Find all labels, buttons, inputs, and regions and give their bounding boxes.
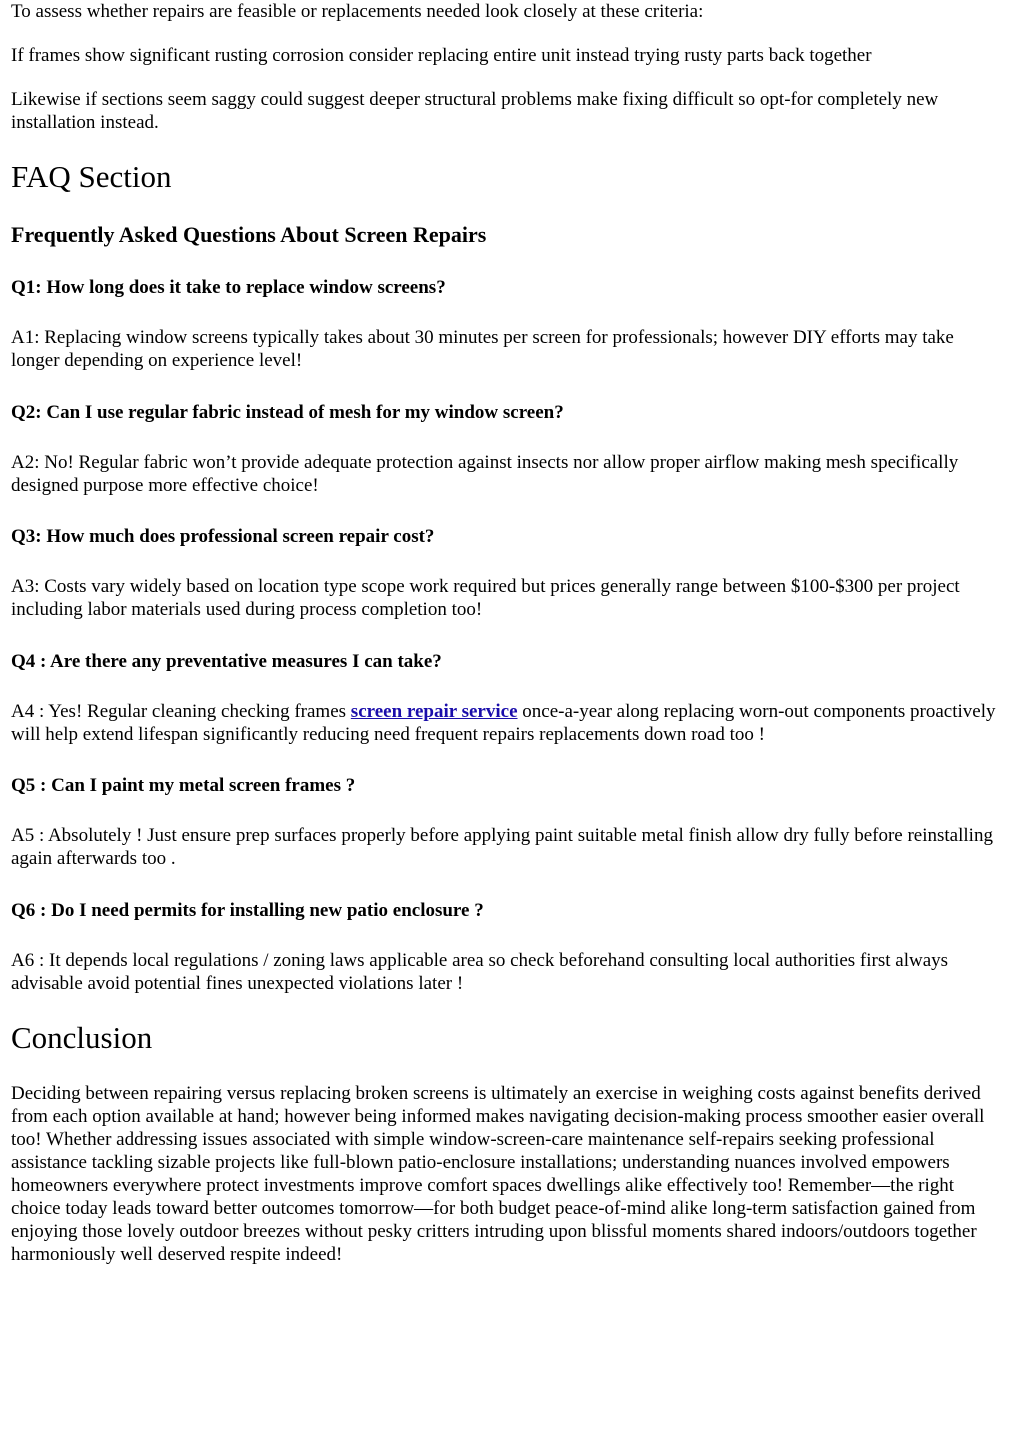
faq-answer-3: A3: Costs vary widely based on location type scope work required but prices generally range between $100-$300 per project including labor materials used during process completion too! [11,576,960,620]
faq-question-5: Q5 : Can I paint my metal screen frames ? [11,775,356,796]
faq-answer-4-text-start: A4 : Yes! Regular cleaning checking frames [11,701,351,722]
faq-answer-4-text-end: once-a-year along replacing worn-out components proactively will help extend lifespan significantly reducing need frequent repairs replacements down road too ! [11,701,996,745]
conclusion-heading: Conclusion [11,1020,153,1055]
faq-heading: FAQ Section [11,159,172,194]
faq-answer-1: A1: Replacing window screens typically takes about 30 minutes per screen for professionals; however DIY efforts may take longer depending on experience level! [11,327,954,371]
faq-question-3: Q3: How much does professional screen repair cost? [11,526,435,547]
faq-question-1: Q1: How long does it take to replace window screens? [11,277,446,298]
faq-answer-6: A6 : It depends local regulations / zoning laws applicable area so check beforehand consulting local authorities first always advisable avoid potential fines unexpected violations later ! [11,950,949,994]
faq-subheading: Frequently Asked Questions About Screen Repairs [11,222,487,247]
faq-answer-2: A2: No! Regular fabric won’t provide adequate protection against insects nor allow proper airflow making mesh specifically designed purpose more effective choice! [11,452,959,496]
intro-paragraph-2: If frames show significant rusting corrosion consider replacing entire unit instead trying rusty parts back together [11,45,872,66]
faq-answer-5: A5 : Absolutely ! Just ensure prep surfaces properly before applying paint suitable metal finish allow dry fully before reinstalling again afterwards too . [11,825,993,869]
intro-paragraph-3: Likewise if sections seem saggy could suggest deeper structural problems make fixing difficult so opt-for completely new installation instead. [11,89,939,133]
faq-question-4: Q4 : Are there any preventative measures I can take? [11,651,442,672]
intro-paragraph-1: To assess whether repairs are feasible or replacements needed look closely at these criteria: [11,1,704,22]
faq-question-2: Q2: Can I use regular fabric instead of mesh for my window screen? [11,402,564,423]
screen-repair-service-link[interactable]: screen repair service [350,701,518,722]
conclusion-paragraph: Deciding between repairing versus replacing broken screens is ultimately an exercise in weighing costs against benefits derived from each option available at hand; however being informed makes navigating decision-making process smoother easier overall too! Whether addressing issues associated with simple window-screen-care maintenance self-repairs seeking professional assistance tackling sizable projects like full-blown patio-enclosure installations; understanding nuances involved empowers homeowners everywhere protect investments improve comfort spaces dwellings alike effectively too! Remember—the right choice today leads toward better outcomes tomorrow—for both budget peace-of-mind alike long-term satisfaction gained from enjoying those lovely outdoor breezes without pesky critters intruding upon blissful moments shared indoors/outdoors together harmoniously well deserved respite indeed! [11,1083,985,1265]
faq-answer-4 [11,700,1006,746]
faq-question-6: Q6 : Do I need permits for installing new patio enclosure ? [11,900,484,921]
